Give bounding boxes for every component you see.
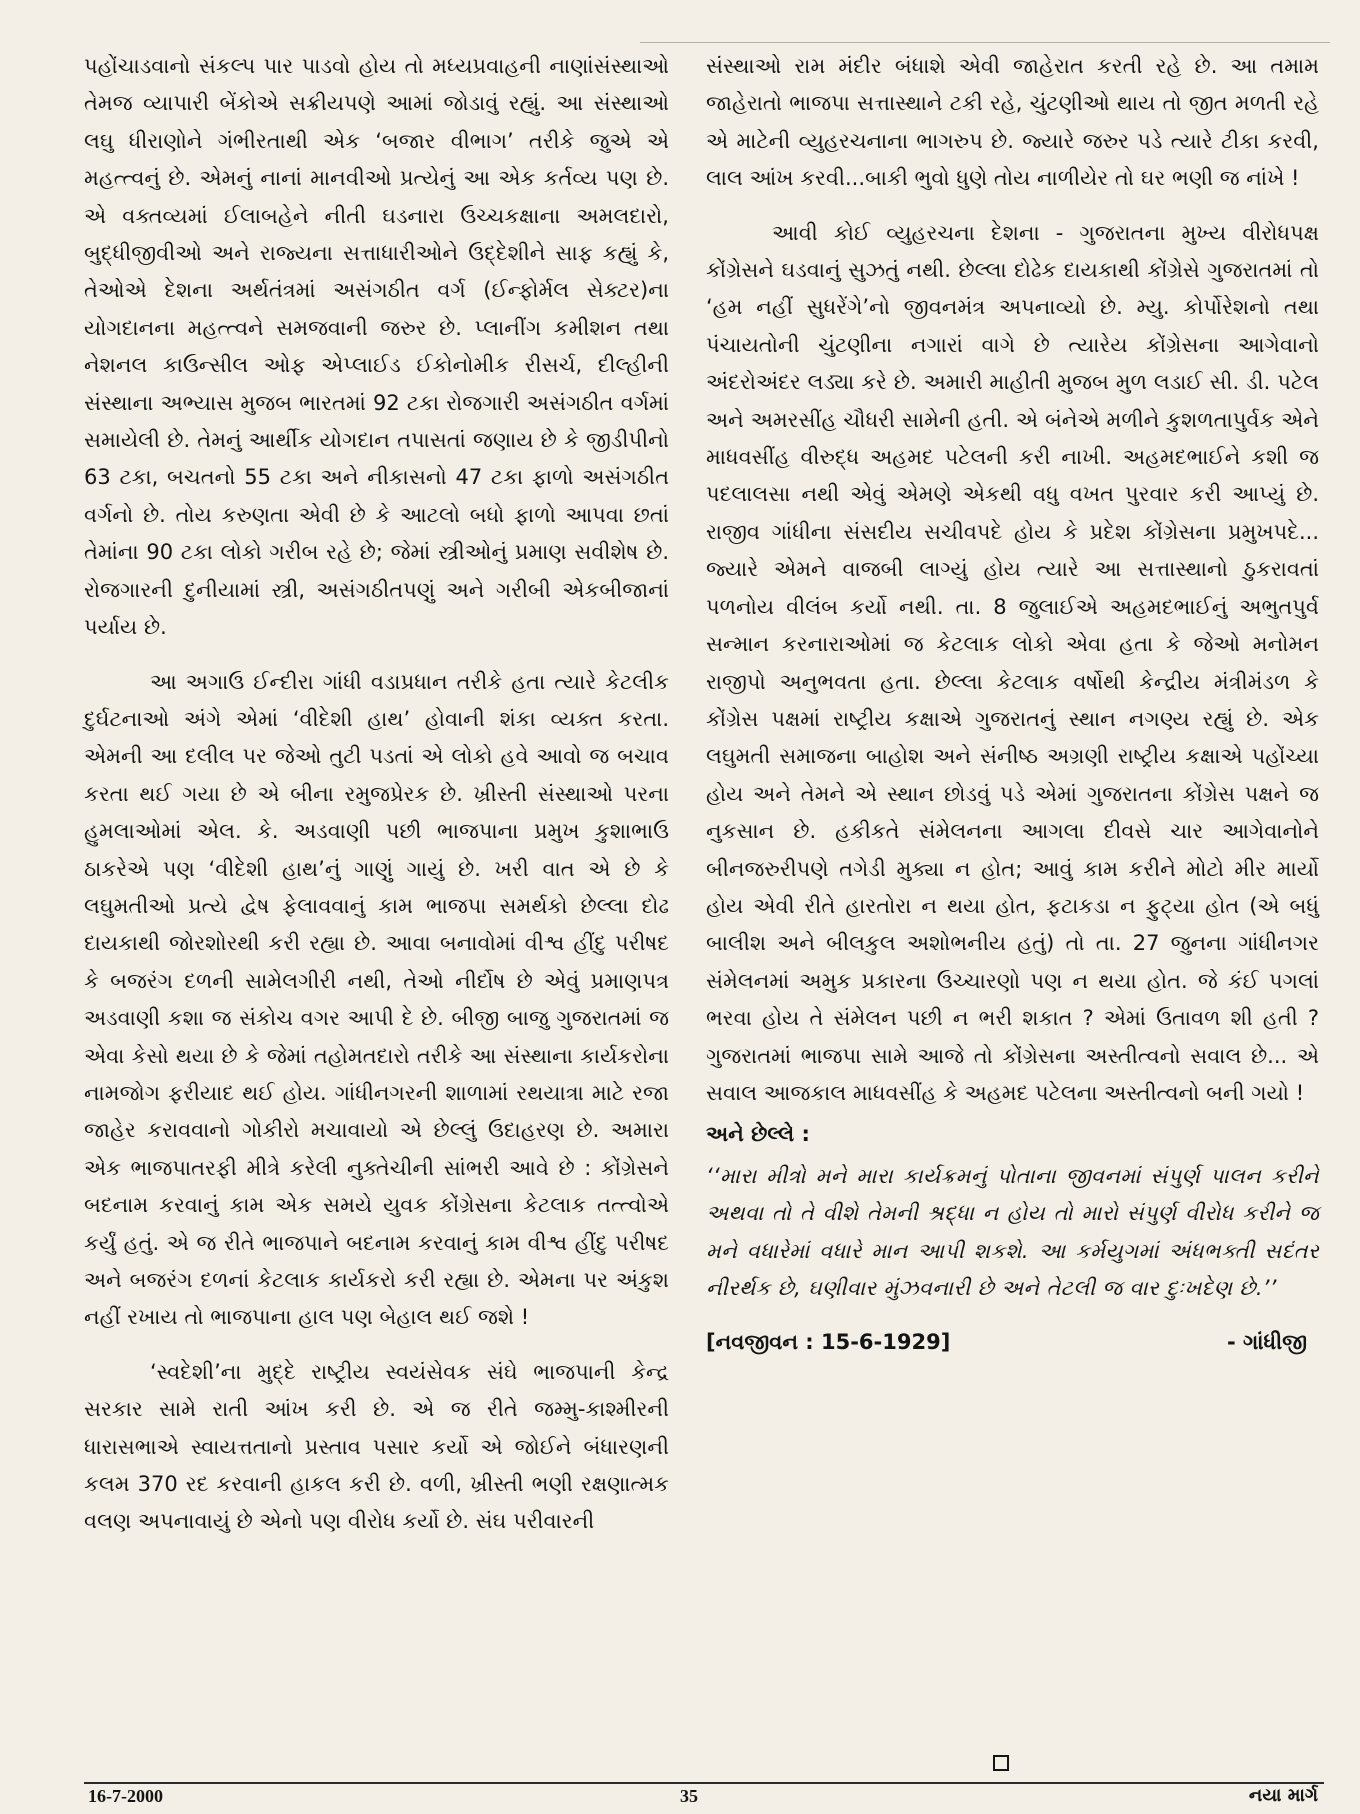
left-paragraph-2: આ અગાઉ ઈન્દીરા ગાંધી વડાપ્રધાન તરીકે હતા ત્યારે કેટલીક દુર્ઘટનાઓ અંગે એમાં ‘વીદેશી હાથ’ હોવાની શંકા વ્યક્ત કરતા. એમની આ દલીલ પર જેઓ તુટી પડતાં એ લોકો હવે આવો જ બચાવ કરતા થઈ ગયા છે એ બીના રમુજપ્રેરક છે. ખ્રીસ્તી સંસ્થાઓ પરના હુમલાઓમાં એલ. કે. અડવાણી પછી ભાજપાના પ્રમુખ કુશાભાઉ ઠાકરેએ પણ ‘વીદેશી હાથ’નું ગાણું ગાયું છે. ખરી વાત એ છે કે લઘુમતીઓ પ્રત્યે દ્વેષ ફેલાવવાનું કામ ભાજપા સમર્થકો છેલ્લા દોઢ દાયકાથી જોરશોરથી કરી રહ્યા છે. આવા બનાવોમાં વીશ્વ હીંદુ પરીષદ કે બજરંગ દળની સામેલગીરી નથી, તેઓ નીર્દોષ છે એવું પ્રમાણપત્ર અડવાણી કશા જ સંકોચ વગર આપી દે છે. બીજી બાજુ ગુજરાતમાં જ એવા કેસો થયા છે કે જેમાં તહોમતદારો તરીકે આ સંસ્થાના કાર્યકરોના નામજોગ ફરીયાદ થઈ હોય. ગાંધીનગરની શાળામાં રથયાત્રા માટે રજા જાહેર કરાવવાનો ગોકીરો મચાવાયો એ છેલ્લું ઉદાહરણ છે. અમારા એક ભાજપાતરફી મીત્રે કરેલી નુક્તેચીની સાંભરી આવે છે : કોંગ્રેસને બદનામ કરવાનું કામ એક સમયે યુવક કોંગ્રેસના કેટલાક તત્ત્વોએ કર્યું હતું. એ જ રીતે ભાજપાને બદનામ કરવાનું કામ વીશ્વ હીંદુ પરીષદ અને બજરંગ દળનાં કેટલાક કાર્યકરો કરી રહ્યા છે. એમના પર અંકુશ નહીં રખાય તો ભાજપાના હાલ પણ બેહાલ થઈ જશે ! <box>84 669 669 1330</box>
magazine-name: નયા માર્ગ <box>1248 1785 1318 1806</box>
left-paragraph-1: પહોંચાડવાનો સંકલ્પ પાર પાડવો હોય તો મધ્યપ્રવાહની નાણાંસંસ્થાઓ તેમજ વ્યાપારી બેંકોએ સક્રીયપણે આમાં જોડાવું રહ્યું. આ સંસ્થાઓ લઘુ ધીરાણોને ગંભીરતાથી એક ‘બજાર વીભાગ’ તરીકે જુએ એ મહત્ત્વનું છે. એમનું નાનાં માનવીઓ પ્રત્યેનું આ એક કર્તવ્ય પણ છે. એ વક્તવ્યમાં ઈલાબહેને નીતી ઘડનારા ઉચ્ચકક્ષાના અમલદારો, બુદ્ધીજીવીઓ અને રાજ્યના સત્તાધારીઓને ઉદ્દેશીને સાફ કહ્યું કે, તેઓએ દેશના અર્થતંત્રમાં અસંગઠીત વર્ગ (ઈન્ફોર્મલ સેક્ટર)ના યોગદાનના મહત્ત્વને સમજવાની જરુર છે. પ્લાનીંગ કમીશન તથા નેશનલ કાઉન્સીલ ઓફ એપ્લાઈડ ઈકોનોમીક રીસર્ચ, દીલ્હીની સંસ્થાના અભ્યાસ મુજબ ભારતમાં 92 ટકા રોજગારી અસંગઠીત વર્ગમાં સમાયેલી છે. તેમનું આર્થીક યોગદાન તપાસતાં જણાય છે કે જીડીપીનો 63 ટકા, બચતનો 55 ટકા અને નીકાસનો 47 ટકા ફાળો અસંગઠીત વર્ગનો છે. તોય કરુણતા એવી છે કે આટલો બધો ફાળો આપવા છતાં તેમાંના 90 ટકા લોકો ગરીબ રહે છે; જેમાં સ્ત્રીઓનું પ્રમાણ સવીશેષ છે. રોજગારની દુનીયામાં સ્ત્રી, અસંગઠીતપણું અને ગરીબી એકબીજાનાં પર્યાય છે. <box>84 54 669 640</box>
left-column <box>84 48 669 1558</box>
quote-source: [નવજીવન : 15-6-1929] <box>706 1330 951 1355</box>
closing-subheading: અને છેલ્લે : <box>706 1122 810 1147</box>
gandhi-quote: ‘‘મારા મીત્રો મને મારા કાર્યક્રમનું પોતાના જીવનમાં સંપુર્ણ પાલન કરીને અથવા તો તે વીશે તેમની શ્રદ્ધા ન હોય તો મારો સંપુર્ણ વીરોધ કરીને જ મને વધારેમાં વધારે માન આપી શકશે. આ કર્મયુગમાં અંધભક્તી સદંતર નીરર્થક છે, ઘણીવાર મુંઝવનારી છે અને તેટલી જ વાર દુઃખદેણ છે.’’ <box>706 1163 1319 1300</box>
footer-date: 16-7-2000 <box>88 1786 163 1806</box>
footer-rule <box>84 1782 1324 1784</box>
right-column <box>706 48 1319 1362</box>
end-of-article-square-icon <box>993 1755 1009 1771</box>
page-number: 35 <box>680 1786 698 1806</box>
quote-citation <box>706 1324 1319 1361</box>
right-paragraph-2: આવી કોઈ વ્યુહરચના દેશના - ગુજરાતના મુખ્ય વીરોધપક્ષ કોંગ્રેસને ઘડવાનું સુઝતું નથી. છેલ્લા દોઢેક દાયકાથી કોંગ્રેસે ગુજરાતમાં તો ‘હમ નહીં સુધરેંગે’નો જીવનમંત્ર અપનાવ્યો છે. મ્યુ. કોર્પોરેશનો તથા પંચાયતોની ચુંટણીના નગારાં વાગે છે ત્યારેય કોંગ્રેસના આગેવાનો અંદરોઅંદર લડ્યા કરે છે. અમારી માહીતી મુજબ મુળ લડાઈ સી. ડી. પટેલ અને અમરસીંહ ચૌધરી સામેની હતી. એ બંનેએ મળીને કુશળતાપુર્વક એને માધવસીંહ વીરુદ્ધ અહમદ પટેલની કરી નાખી. અહમદભાઈને કશી જ પદલાલસા નથી એવું એમણે એકથી વધુ વખત પુરવાર કરી આપ્યું છે. રાજીવ ગાંધીના સંસદીય સચીવપદે હોય કે પ્રદેશ કોંગ્રેસના પ્રમુખપદે... જ્યારે એમને વાજબી લાગ્યું હોય ત્યારે આ સત્તાસ્થાનો ઠુકરાવતાં પળનોય વીલંબ કર્યો નથી. તા. 8 જુલાઈએ અહમદભાઈનું અભુતપુર્વ સન્માન કરનારાઓમાં જ કેટલાક લોકો એવા હતા કે જેઓ મનોમન રાજીપો અનુભવતા હતા. છેલ્લા કેટલાક વર્ષોથી કેન્દ્રીય મંત્રીમંડળ કે કોંગ્રેસ પક્ષમાં રાષ્ટ્રીય કક્ષાએ ગુજરાતનું સ્થાન નગણ્ય રહ્યું છે. એક લઘુમતી સમાજના બાહોશ અને સંનીષ્ઠ અગ્રણી રાષ્ટ્રીય કક્ષાએ પહોંચ્યા હોય અને તેમને એ સ્થાન છોડવું પડે એમાં ગુજરાતના કોંગ્રેસ પક્ષને જ નુકસાન છે. હકીકતે સંમેલનના આગલા દીવસે ચાર આગેવાનોને બીનજરુરીપણે તગેડી મુક્યા ન હોત; આવું કામ કરીને મોટો મીર માર્યો હોય એવી રીતે હારતોરા ન થયા હોત, ફટાકડા ન ફુટ્યા હોત (એ બધું બાલીશ અને બીલકુલ અશોભનીય હતું) તો તા. 27 જુનના ગાંધીનગર સંમેલનમાં અમુક પ્રકારના ઉચ્ચારણો પણ ન થયા હોત. જે કંઈ પગલાં ભરવા હોય તે સંમેલન પછી ન ભરી શકાત ? એમાં ઉતાવળ શી હતી ? ગુજરાતમાં ભાજપા સામે આજે તો કોંગ્રેસના અસ્તીત્વનો સવાલ છે... એ સવાલ આજકાલ માધવસીંહ કે અહમદ પટેલના અસ્તીત્વનો બની ગયો ! <box>706 220 1319 1105</box>
quote-author: - ગાંધીજી <box>1226 1330 1307 1355</box>
right-paragraph-1: સંસ્થાઓ રામ મંદીર બંધાશે એવી જાહેરાત કરતી રહે છે. આ તમામ જાહેરાતો ભાજપા સત્તાસ્થાને ટકી રહે, ચુંટણીઓ થાય તો જીત મળતી રહે એ માટેની વ્યુહરચનાના ભાગરુપ છે. જ્યારે જરુર પડે ત્યારે ટીકા કરવી, લાલ આંખ કરવી...બાકી ભુવો ધુણે તોય નાળીયેર તો ઘર ભણી જ નાંખે ! <box>706 54 1319 191</box>
left-paragraph-3: ‘સ્વદેશી’ના મુદ્દે રાષ્ટ્રીય સ્વયંસેવક સંઘે ભાજપાની કેન્દ્ર સરકાર સામે રાતી આંખ કરી છે. એ જ રીતે જમ્મુ-કાશ્મીરની ધારાસભાએ સ્વાયત્તતાનો પ્રસ્તાવ પસાર કર્યો એ જોઈને બંધારણની કલમ 370 રદ કરવાની હાકલ કરી છે. વળી, ખ્રીસ્તી ભણી રક્ષણાત્મક વલણ અપનાવાયું છે એનો પણ વીરોધ કર્યો છે. સંઘ પરીવારની <box>84 1359 669 1534</box>
header-rule <box>640 42 1330 43</box>
